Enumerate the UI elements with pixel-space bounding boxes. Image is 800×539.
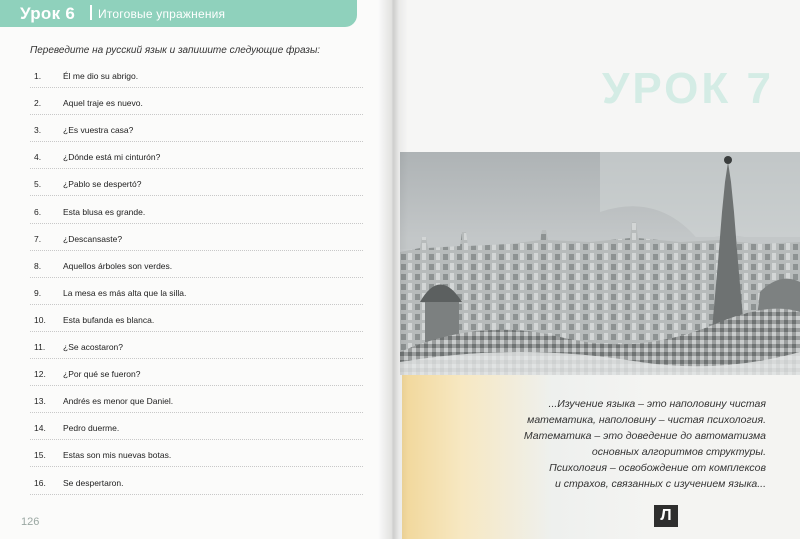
left-page [0,0,392,539]
lesson-title: Итоговые упражнения [98,7,226,21]
exercise-item [0,125,392,152]
lesson-header-tab [0,0,357,27]
exercise-item [0,261,392,288]
exercise-item [0,315,392,342]
exercise-item [0,71,392,98]
exercise-number: 5. [34,179,42,190]
answer-line[interactable] [30,494,363,495]
exercise-item [0,98,392,125]
exercise-phrase: ¿Por qué se fueron? [63,369,141,380]
exercise-phrase: Estas son mis nuevas botas. [63,450,172,461]
exercise-item [0,288,392,315]
exercise-number: 8. [34,260,42,271]
exercise-item [0,396,392,423]
lesson-7-title: УРОК 7 [602,64,774,113]
exercise-number: 3. [34,125,42,136]
exercise-item [0,234,392,261]
exercise-phrase: ¿Dónde está mi cinturón? [63,152,161,163]
answer-line[interactable] [30,87,363,88]
exercise-item [0,207,392,234]
exercise-number: 11. [34,342,46,352]
exercise-phrase: ¿Descansaste? [63,233,123,244]
exercise-number: 6. [34,206,42,217]
exercise-item [0,179,392,206]
header-separator [90,5,92,20]
exercise-item [0,152,392,179]
answer-line[interactable] [30,466,363,467]
exercise-phrase: Aquel traje es nuevo. [63,98,143,109]
exercise-instruction: Переведите на русский язык и запишите следующие фразы: [30,45,321,56]
exercise-number: 10. [34,314,46,325]
publisher-logo: Л [654,505,678,527]
answer-line[interactable] [30,141,363,142]
answer-line[interactable] [30,358,363,359]
answer-line[interactable] [30,439,363,440]
answer-line[interactable] [30,304,363,305]
exercise-phrase: Esta blusa es grande. [63,206,146,217]
exercise-number: 9. [34,287,42,298]
exercise-phrase: Se despertaron. [63,477,124,488]
exercise-phrase: Aquellos árboles son verdes. [63,260,173,271]
exercise-number: 7. [34,233,42,244]
exercise-item [0,342,392,369]
exercise-phrase: Esta bufanda es blanca. [63,314,155,325]
exercise-item [0,369,392,396]
exercise-item [0,478,392,505]
exercise-number: 14. [34,423,46,434]
quote-line: и страхов, связанных с изучением языка... [554,478,766,490]
quote-line: основных алгоритмов структуры. [591,446,766,458]
exercise-phrase: ¿Pablo se despertó? [63,179,142,190]
quote-line: Психология – освобождение от комплексов [549,462,766,474]
right-page [392,0,800,539]
exercise-number: 15. [34,450,46,461]
answer-line[interactable] [30,114,363,115]
answer-line[interactable] [30,250,363,251]
exercise-phrase: Pedro duerme. [63,423,120,434]
quote-line: Математика – это доведение до автоматизма [523,430,766,442]
answer-line[interactable] [30,168,363,169]
page-number: 126 [21,516,40,528]
quote-line: математика, наполовину – чистая психология. [527,414,766,426]
answer-line[interactable] [30,331,363,332]
exercise-item [0,423,392,450]
exercise-phrase: ¿Se acostaron? [63,342,124,352]
answer-line[interactable] [30,385,363,386]
quote-line: ...Изучение языка – это наполовину чистая [548,398,766,410]
epigraph-quote [504,396,766,492]
exercise-number: 1. [34,71,42,81]
exercise-phrase: La mesa es más alta que la silla. [63,287,187,298]
answer-line[interactable] [30,277,363,278]
exercise-phrase: Él me dio su abrigo. [63,71,139,81]
exercise-number: 13. [34,396,46,407]
lesson-number: Урок 6 [20,4,76,23]
exercise-number: 4. [34,152,42,163]
barcelona-park-guell-photo [400,152,800,375]
answer-line[interactable] [30,195,363,196]
exercise-phrase: Andrés es menor que Daniel. [63,396,174,407]
exercise-number: 12. [34,369,46,380]
exercise-number: 2. [34,98,42,109]
answer-line[interactable] [30,223,363,224]
exercise-phrase: ¿Es vuestra casa? [63,125,134,136]
exercise-item [0,450,392,477]
answer-line[interactable] [30,412,363,413]
exercise-number: 16. [34,477,46,488]
